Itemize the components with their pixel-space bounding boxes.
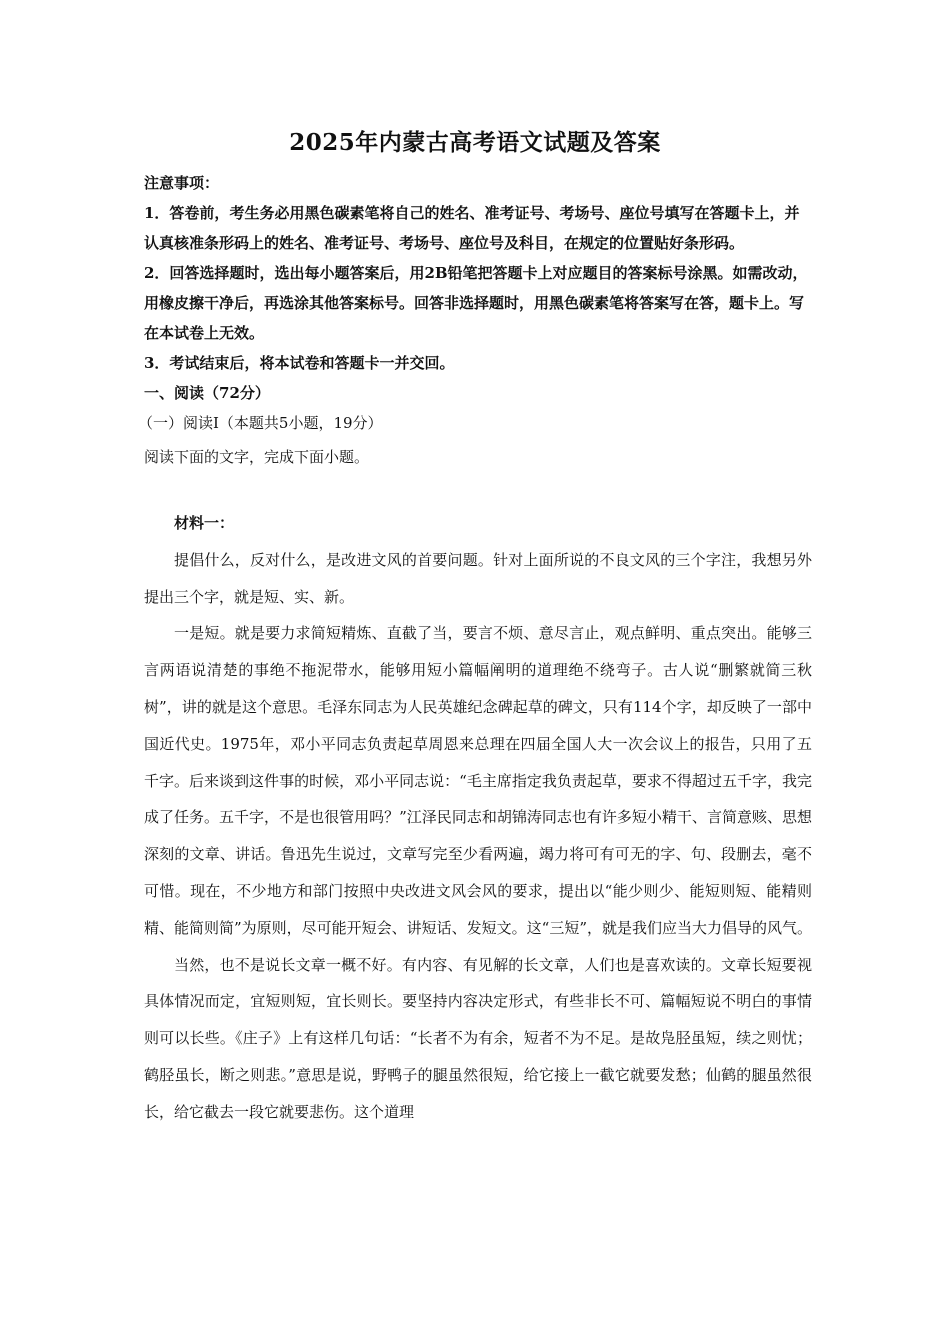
passage-paragraph: 提倡什么，反对什么，是改进文风的首要问题。针对上面所说的不良文风的三个字注，我想另外提出三个字，就是短、实、新。 — [144, 550, 812, 606]
notice-block — [138, 168, 814, 472]
passage-paragraph: 当然，也不是说长文章一概不好。有内容、有见解的长文章，人们也是喜欢读的。文章长短要视具体情况而定，宜短则短，宜长则长。要坚持内容决定形式，有些非长不可、篇幅短说不明白的事情则可以长些。《庄子》上有这样几句话：“长者不为有余，短者不为不足。是故凫胫虽短，续之则忧；鹤胫虽长，断之则悲。”意思是说，野鸭子的腿虽然很短，给它接上一截它就要发愁；仙鹤的腿虽然很长，给它截去一段它就要悲伤。这个道理 — [144, 955, 812, 1121]
document-title: 2025年内蒙古高考语文试题及答案 — [289, 129, 661, 156]
reading-passage — [144, 505, 812, 1131]
section-heading: 一、阅读（72分） — [144, 384, 270, 402]
passage-paragraph: 一是短。就是要力求简短精炼、直截了当，要言不烦、意尽言止，观点鲜明、重点突出。能够三言两语说清楚的事绝不拖泥带水，能够用短小篇幅阐明的道理绝不绕弯子。古人说“删繁就简三秋树”，讲的就是这个意思。毛泽东同志为人民英雄纪念碑起草的碑文，只有114个字，却反映了一部中国近代史。1975年，邓小平同志负责起草周恩来总理在四届全国人大一次会议上的报告，只用了五千字。后来谈到这件事的时候，邓小平同志说：“毛主席指定我负责起草，要求不得超过五千字，我完成了任务。五千字，不是也很管用吗？”江泽民同志和胡锦涛同志也有许多短小精干、言简意赅、思想深刻的文章、讲话。鲁迅先生说过，文章写完至少看两遍，竭力将可有可无的字、句、段删去，毫不可惜。现在，不少地方和部门按照中央改进文风会风的要求，提出以“能少则少、能短则短、能精则精、能简则简”为原则，尽可能开短会、讲短话、发短文。这“三短”，就是我们应当大力倡导的风气。 — [144, 624, 813, 937]
notice-item-3: 3．考试结束后，将本试卷和答题卡一并交回。 — [144, 354, 455, 372]
notice-item-2: 2．回答选择题时，选出每小题答案后，用2B铅笔把答题卡上对应题目的答案标号涂黑。如需改动，用橡皮擦干净后，再选涂其他答案标号。回答非选择题时，用黑色碳素笔将答案写在答，题卡上。写在本试卷上无效。 — [144, 264, 808, 342]
material-label: 材料一： — [174, 514, 235, 532]
notice-item-1: 1．答卷前，考生务必用黑色碳素笔将自己的姓名、准考证号、考场号、座位号填写在答题卡上，并认真核准条形码上的姓名、准考证号、考场号、座位号及科目，在规定的位置贴好条形码。 — [144, 204, 800, 252]
part-heading: （一）阅读Ⅰ（本题共5小题，19分） — [138, 414, 383, 432]
instruction-text: 阅读下面的文字，完成下面小题。 — [144, 448, 370, 466]
notice-heading: 注意事项： — [144, 174, 220, 192]
